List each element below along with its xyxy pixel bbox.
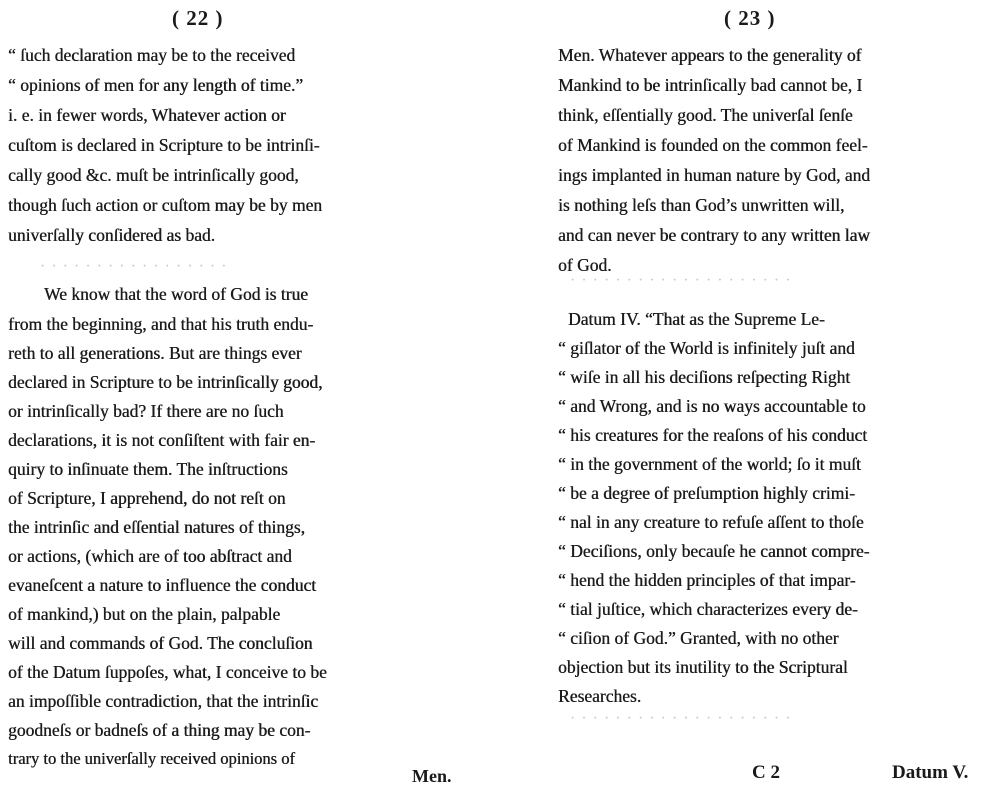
text-line: Datum IV. “That as the Supreme Le- [568, 309, 825, 329]
catchword: Men. [412, 766, 452, 786]
text-line: of mankind,) but on the plain, palpable [8, 604, 281, 624]
text-line: Mankind to be intrinſically bad cannot be, I [558, 75, 863, 95]
text-line: or actions, (which are of too abſtract and [8, 546, 292, 566]
text-line: though ſuch action or cuſtom may be by men [8, 195, 322, 215]
text-line: declarations, it is not conſiſtent with fair en- [8, 430, 316, 450]
text-line: “ giſlator of the World is infinitely juſt and [558, 338, 855, 358]
text-line: think, eſſentially good. The univerſal ſenſe [558, 105, 853, 125]
text-line: “ nal in any creature to refuſe aſſent to thoſe [558, 512, 864, 532]
bleed-through-decoration: · · · · · · · · · · · · · · · · · · · · [570, 710, 792, 727]
page-number: ( 23 ) [724, 6, 776, 30]
text-line: evaneſcent a nature to influence the conduct [8, 575, 317, 595]
text-line: objection but its inutility to the Scriptural [558, 657, 848, 677]
text-line: Men. Whatever appears to the generality of [558, 45, 862, 65]
bleed-through-decoration: · · · · · · · · · · · · · · · · · · · · [570, 272, 792, 289]
text-line: We know that the word of God is true [44, 284, 308, 304]
text-line: “ hend the hidden principles of that impar- [558, 570, 856, 590]
text-line: will and commands of God. The concluſion [8, 633, 313, 653]
text-line: univerſally conſidered as bad. [8, 225, 216, 245]
text-line: or intrinſically bad? If there are no ſuch [8, 401, 284, 421]
text-line: cuſtom is declared in Scripture to be intrinſi- [8, 135, 320, 155]
text-line: “ Deciſions, only becauſe he cannot compre- [558, 541, 870, 561]
text-line: “ opinions of men for any length of time.” [8, 75, 303, 95]
text-line: “ ſuch declaration may be to the received [8, 45, 296, 65]
text-line: is nothing leſs than God’s unwritten will, [558, 195, 845, 215]
text-line: “ ciſion of God.” Granted, with no other [558, 628, 839, 648]
text-line: quiry to inſinuate them. The inſtructions [8, 459, 288, 479]
text-line: of God. [558, 255, 612, 275]
text-line: and can never be contrary to any written law [558, 225, 870, 245]
left-page [0, 0, 490, 792]
text-line: i. e. in fewer words, Whatever action or [8, 105, 286, 125]
text-line: “ and Wrong, and is no ways accountable to [558, 396, 866, 416]
text-line: “ his creatures for the reaſons of his conduct [558, 425, 868, 445]
text-line: trary to the univerſally received opinions of [8, 749, 295, 768]
text-line: of Mankind is founded on the common feel- [558, 135, 868, 155]
text-line: the intrinſic and eſſential natures of things, [8, 517, 305, 537]
right-page [500, 0, 1000, 792]
text-line: of the Datum ſuppoſes, what, I conceive to be [8, 662, 327, 682]
page-number: ( 22 ) [172, 6, 224, 30]
text-line: cally good &c. muſt be intrinſically good, [8, 165, 299, 185]
text-line: from the beginning, and that his truth endu- [8, 314, 314, 334]
text-line: “ in the government of the world; ſo it muſt [558, 454, 861, 474]
signature-mark: C 2 [752, 762, 780, 783]
text-line: declared in Scripture to be intrinſically good, [8, 372, 323, 392]
text-line: ings implanted in human nature by God, and [558, 165, 871, 185]
text-line: Researches. [558, 686, 642, 706]
text-line: reth to all generations. But are things ever [8, 343, 302, 363]
text-line: “ tial juſtice, which characterizes every de- [558, 599, 858, 619]
bleed-through-decoration: · · · · · · · · · · · · · · · · · [40, 258, 228, 275]
text-line: goodneſs or badneſs of a thing may be con- [8, 720, 311, 740]
catchword: Datum V. [892, 762, 969, 783]
text-line: an impoſſible contradiction, that the intrinſic [8, 691, 319, 711]
text-line: “ be a degree of preſumption highly crimi- [558, 483, 855, 503]
text-line: “ wiſe in all his deciſions reſpecting Right [558, 367, 851, 387]
text-line: of Scripture, I apprehend, do not reſt on [8, 488, 286, 508]
